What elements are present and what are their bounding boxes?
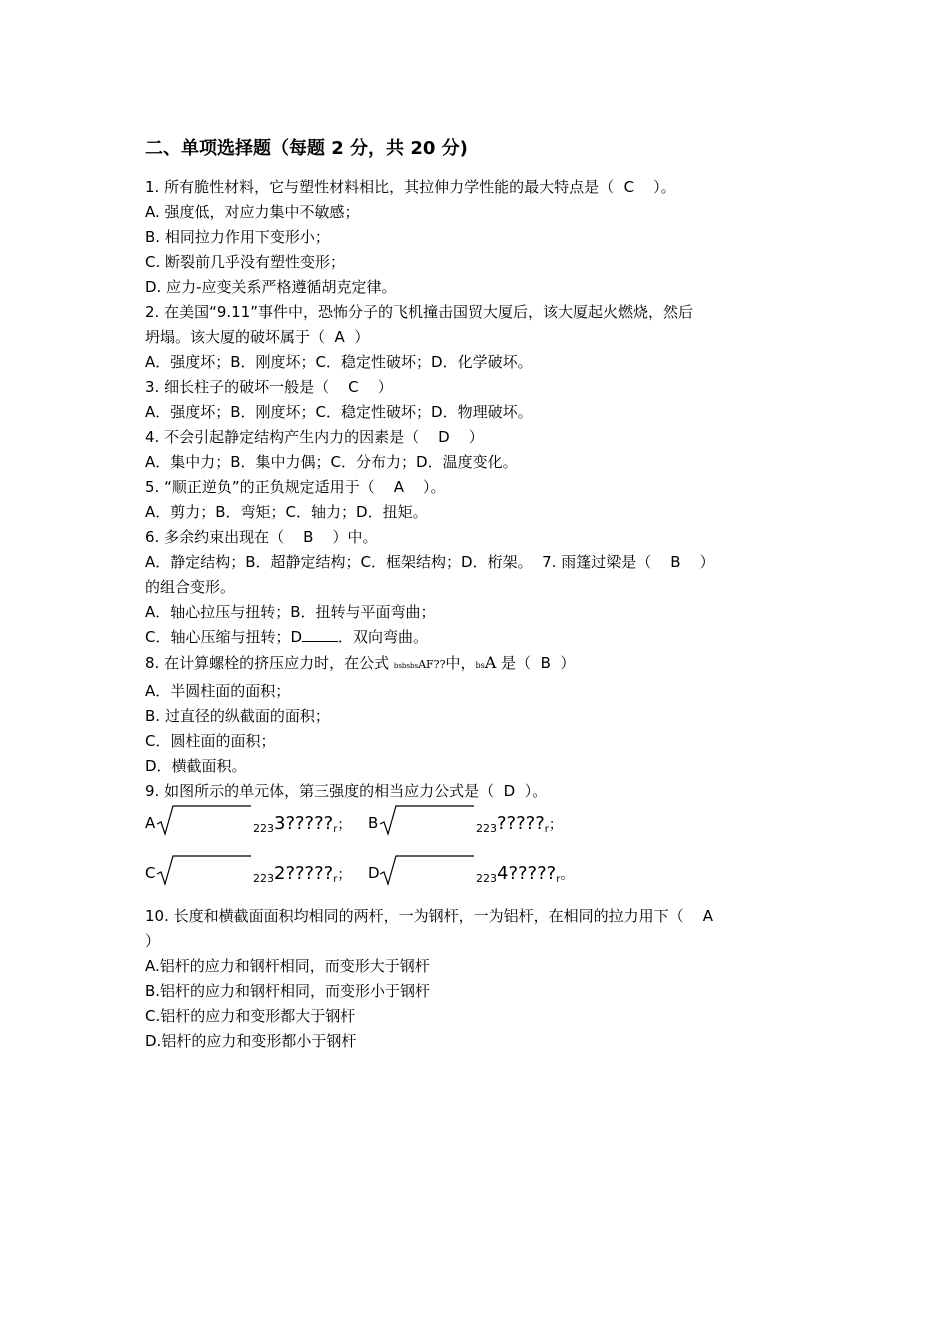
q10-option-d: D.铝杆的应力和变形都小于钢杆 — [145, 1032, 357, 1050]
q8-stem-part3: 是（ B ） — [496, 654, 576, 672]
formula-expr: $_{223}$?????r； — [476, 813, 563, 835]
q10-stem-line1: 10. 长度和横截面面积均相同的两杆，一为钢杆，一为铝杆，在相同的拉力用下（ A — [145, 907, 713, 925]
q10-option-b: B.铝杆的应力和钢杆相同，而变形小于钢杆 — [145, 982, 431, 1000]
q7-options-line2 — [145, 625, 810, 650]
q10-option-c: C.铝杆的应力和变形都大于钢杆 — [145, 1007, 356, 1025]
q7-stem-line2: 的组合变形。 — [145, 578, 236, 596]
q1-stem: 1. 所有脆性材料，它与塑性材料相比，其拉伸力学性能的最大特点是（ C ）。 — [145, 178, 676, 196]
q6-options-and-q7-stem: A．静定结构；B．超静定结构；C．框架结构；D．桁架。 7. 雨篷过梁是（ B ） — [145, 553, 715, 571]
q8-option-c: C．圆柱面的面积； — [145, 732, 276, 750]
q9-formula-row-1 — [145, 804, 810, 854]
sqrt-icon — [157, 854, 253, 888]
q1-option-c: C. 断裂前几乎没有塑性变形； — [145, 253, 346, 271]
q1-option-b: B. 相同拉力作用下变形小； — [145, 228, 330, 246]
formula-label: D — [368, 864, 380, 882]
q2-stem-line1: 2. 在美国“9.11”事件中，恐怖分子的飞机撞击国贸大厦后，该大厦起火燃烧，然后 — [145, 303, 694, 321]
q8-option-d: D．横截面积。 — [145, 757, 247, 775]
exam-page — [145, 136, 810, 1054]
q2-options: A．强度坏；B．刚度坏；C．稳定性破坏；D．化学破坏。 — [145, 353, 533, 371]
sqrt-icon — [380, 804, 476, 838]
q5-options: A．剪力；B．弯矩；C．轴力；D．扭矩。 — [145, 503, 428, 521]
formula-label: B — [368, 814, 379, 832]
q6-stem: 6. 多余约束出现在（ B ）中。 — [145, 528, 378, 546]
q8-option-b: B. 过直径的纵截面的面积； — [145, 707, 330, 725]
q7-options-part2: ．双向弯曲。 — [338, 628, 429, 646]
q9-formula-row-2 — [145, 854, 810, 904]
q4-stem: 4. 不会引起静定结构产生内力的因素是（ D ） — [145, 428, 484, 446]
q2-stem-line2: 坍塌。该大厦的破坏属于（ A ） — [145, 328, 370, 346]
q7-options-line1: A．轴心拉压与扭转；B．扭转与平面弯曲； — [145, 603, 436, 621]
q8-symbol-sub: bs — [475, 661, 485, 670]
q8-formula: AF?? — [418, 658, 446, 671]
formula-label: C — [145, 864, 156, 882]
q8-symbol: A — [484, 653, 497, 672]
q4-options: A．集中力；B．集中力偶；C．分布力；D．温度变化。 — [145, 453, 518, 471]
q8-stem — [145, 650, 810, 679]
sqrt-icon — [157, 804, 253, 838]
q1-option-d: D. 应力-应变关系严格遵循胡克定律。 — [145, 278, 397, 296]
q9-stem: 9. 如图所示的单元体，第三强度的相当应力公式是（ D ）。 — [145, 782, 548, 800]
q7-options-part1: C．轴心压缩与扭转；D — [145, 628, 303, 646]
q3-options: A．强度坏；B．刚度坏；C．稳定性破坏；D．物理破坏。 — [145, 403, 533, 421]
formula-label: A — [145, 814, 156, 832]
sqrt-icon — [380, 854, 476, 888]
q5-stem: 5. “顺正逆负”的正负规定适用于（ A ）。 — [145, 478, 446, 496]
q8-stem-part1: 8. 在计算螺栓的挤压应力时，在公式 — [145, 654, 394, 672]
q8-stem-part2: 中， — [445, 654, 476, 672]
section-title: 二、单项选择题（每题 2 分，共 20 分) — [145, 138, 468, 159]
formula-expr: $_{223}$3?????r； — [253, 813, 352, 835]
formula-expr: $_{223}$4?????r。 — [476, 863, 575, 885]
q3-stem: 3. 细长柱子的破坏一般是（ C ） — [145, 378, 393, 396]
q10-stem-line2: ） — [145, 932, 161, 950]
q8-formula-sub: bsbsbs — [393, 662, 419, 670]
blank-underline — [302, 629, 338, 642]
q10-option-a: A.铝杆的应力和钢杆相同，而变形大于钢杆 — [145, 957, 430, 975]
q1-option-a: A. 强度低，对应力集中不敏感； — [145, 203, 360, 221]
formula-expr: $_{223}$2?????r； — [253, 863, 352, 885]
q8-option-a: A．半圆柱面的面积； — [145, 682, 291, 700]
